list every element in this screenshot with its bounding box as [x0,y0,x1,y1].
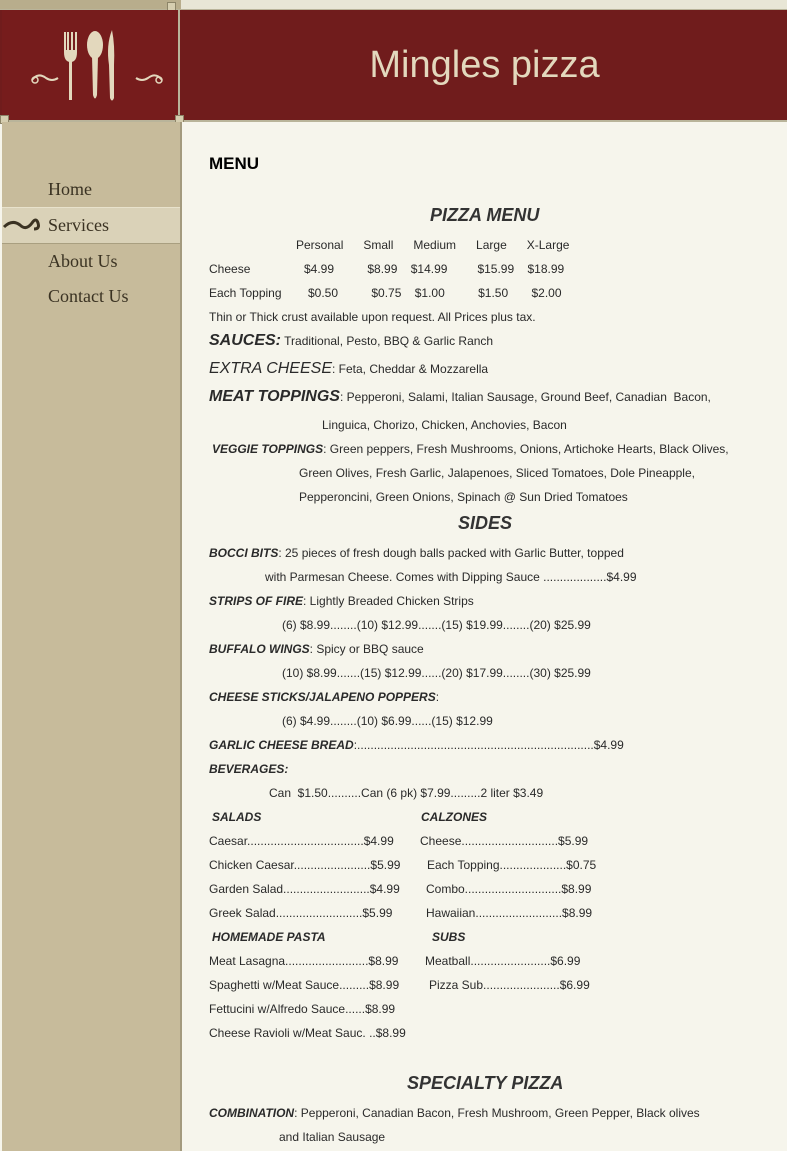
sides-heading: SIDES [458,513,513,533]
wings-label: BUFFALO WINGS [209,642,310,656]
meat-toppings-text: : Pepperoni, Salami, Italian Sausage, Ground Beef, Canadian Bacon, [339,390,711,404]
sticks-text: : [435,690,440,704]
garlic-bread-line [209,738,624,752]
strips-text: : Lightly Breaded Chicken Strips [303,594,474,608]
meat-toppings-line [209,390,711,404]
beverages-label: BEVERAGES: [209,762,289,776]
list-item: Caesar...................................$4.99 [209,834,394,848]
site-title: Mingles pizza [369,43,600,86]
strips-label: STRIPS OF FIRE [209,594,304,608]
sauces-line [209,334,493,348]
beverages-prices: Can $1.50..........Can (6 pk) $7.99.........2 liter $3.49 [269,786,544,800]
list-item: Garden Salad..........................$4.99 [209,882,400,896]
strips-prices: (6) $8.99........(10) $12.99.......(15) $19.99........(20) $25.99 [282,618,591,632]
combination-label: COMBINATION [209,1106,295,1120]
topping-label: Each Topping [209,286,282,300]
list-item: Meat Lasagna.........................$8.99 [209,954,399,968]
veggie-toppings-text-2: Green Olives, Fresh Garlic, Jalapenoes, Sliced Tomatoes, Dole Pineapple, [299,466,695,480]
bocci-line [209,546,624,560]
bocci-text-2: with Parmesan Cheese. Comes with Dipping Sauce ...................$4.99 [265,570,637,584]
strips-line [209,594,474,608]
list-item: Cheese Ravioli w/Meat Sauc. ..$8.99 [209,1026,406,1040]
extra-cheese-label: EXTRA CHEESE [209,360,332,377]
list-item: Pizza Sub.......................$6.99 [429,978,590,992]
combination-text-2: and Italian Sausage [279,1130,386,1144]
nav-item-label: About Us [48,251,118,271]
nav-item-label: Home [48,179,92,199]
list-item: Cheese.............................$5.99 [420,834,589,848]
size-header-row: Personal Small Medium Large X-Large [296,238,570,252]
specialty-pizza-heading: SPECIALTY PIZZA [407,1073,564,1093]
sticks-label: CHEESE STICKS/JALAPENO POPPERS [209,690,436,704]
bocci-text: : 25 pieces of fresh dough balls packed with Garlic Butter, topped [278,546,624,560]
extra-cheese-text: : Feta, Cheddar & Mozzarella [332,362,489,376]
garlic-bread-text: :.......................................................................$4.99 [353,738,624,752]
list-item: Meatball........................$6.99 [425,954,581,968]
cheese-prices: $4.99 $8.99 $14.99 $15.99 $18.99 [304,262,565,276]
garlic-bread-label: GARLIC CHEESE BREAD [209,738,354,752]
combination-line [209,1106,700,1120]
pasta-label: HOMEMADE PASTA [212,930,326,944]
veggie-toppings-text-3: Pepperoncini, Green Onions, Spinach @ Sun Dried Tomatoes [299,490,628,504]
topping-prices: $0.50 $0.75 $1.00 $1.50 $2.00 [308,286,562,300]
list-item: Spaghetti w/Meat Sauce.........$8.99 [209,978,400,992]
nav-item-label: Services [48,215,109,235]
wings-line [209,642,424,656]
menu-heading: MENU [209,154,260,173]
meat-toppings-label: MEAT TOPPINGS [209,388,340,405]
wings-text: : Spicy or BBQ sauce [309,642,424,656]
wings-prices: (10) $8.99.......(15) $12.99......(20) $17.99........(30) $25.99 [282,666,591,680]
list-item: Greek Salad..........................$5.99 [209,906,393,920]
meat-toppings-text-2: Linguica, Chorizo, Chicken, Anchovies, Bacon [322,418,567,432]
list-item: Combo.............................$8.99 [426,882,592,896]
subs-label: SUBS [432,930,466,944]
list-item: Chicken Caesar.......................$5.99 [209,858,401,872]
calzones-label: CALZONES [421,810,487,824]
list-item: Hawaiian..........................$8.99 [426,906,593,920]
crust-note: Thin or Thick crust available upon request. All Prices plus tax. [209,310,536,324]
veggie-toppings-label: VEGGIE TOPPINGS [212,442,324,456]
list-item: Fettucini w/Alfredo Sauce......$8.99 [209,1002,396,1016]
list-item: Each Topping....................$0.75 [427,858,597,872]
combination-text: : Pepperoni, Canadian Bacon, Fresh Mushroom, Green Pepper, Black olives [294,1106,700,1120]
sauces-label: SAUCES: [209,332,282,349]
bocci-label: BOCCI BITS [209,546,279,560]
sauces-text: Traditional, Pesto, BBQ & Garlic Ranch [281,334,494,348]
veggie-toppings-line [212,442,729,456]
salads-label: SALADS [212,810,262,824]
cheese-label: Cheese [209,262,251,276]
extra-cheese-line [209,362,488,376]
pizza-menu-heading: PIZZA MENU [430,205,540,225]
veggie-toppings-text: : Green peppers, Fresh Mushrooms, Onions, Artichoke Hearts, Black Olives, [323,442,729,456]
sticks-prices: (6) $4.99........(10) $6.99......(15) $12.99 [282,714,493,728]
nav-item-label: Contact Us [48,286,129,306]
sticks-line [209,690,439,704]
